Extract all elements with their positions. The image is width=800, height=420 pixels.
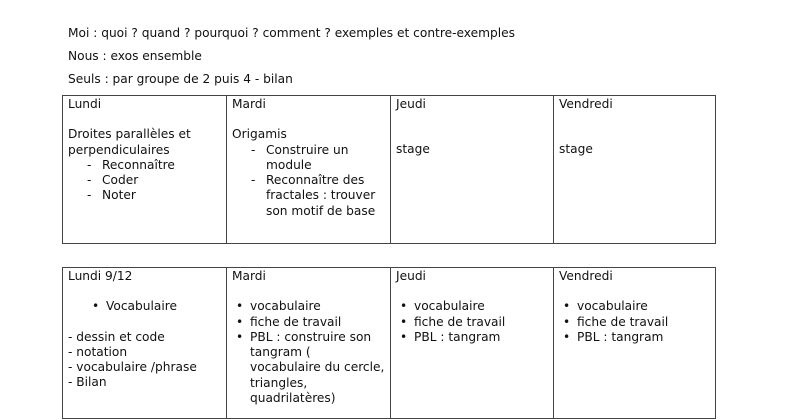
cell-vendredi-2 (554, 268, 716, 419)
list-item: - Construire un module (232, 143, 385, 174)
lundi-topic-line-2: perpendiculaires (68, 142, 170, 157)
schedule-table-week-1 (62, 95, 716, 244)
list-item: - Reconnaître des fractales : trouver son motif de base (232, 173, 385, 219)
list-item: - vocabulaire /phrase (68, 360, 197, 375)
vendredi-bullet-list (559, 299, 710, 345)
cell-lundi-9-12 (63, 268, 227, 419)
list-item: - notation (68, 344, 128, 359)
list-item: - dessin et code (68, 329, 165, 344)
list-item: • PBL : tangram (396, 330, 548, 345)
list-item: • Vocabulaire (68, 299, 221, 314)
list-item: • fiche de travail (232, 315, 385, 330)
list-item: • fiche de travail (559, 315, 710, 330)
day-header-vendredi: Vendredi (559, 97, 613, 111)
intro-line-nous: Nous : exos ensemble (68, 49, 202, 63)
mardi-task-list (232, 143, 385, 219)
intro-line-seuls: Seuls : par groupe de 2 puis 4 - bilan (68, 72, 293, 86)
lundi-dash-list (68, 330, 221, 391)
day-header-mardi: Mardi (232, 97, 266, 111)
cell-lundi (63, 96, 227, 244)
cell-jeudi-2 (391, 268, 554, 419)
lundi-topic-line-1: Droites parallèles et (68, 127, 191, 142)
cell-mardi-2 (227, 268, 391, 419)
day-header-mardi-2: Mardi (232, 269, 266, 283)
list-item: • fiche de travail (396, 315, 548, 330)
cell-mardi (227, 96, 391, 244)
list-item: • vocabulaire (559, 299, 710, 314)
list-item: • PBL : tangram (559, 330, 710, 345)
list-item: - Bilan (68, 375, 107, 390)
lundi-bullet-list (68, 299, 221, 314)
cell-jeudi (391, 96, 554, 244)
list-item: - Reconnaître (68, 158, 221, 173)
list-item: • PBL : construire son tangram ( vocabulaire du cercle, triangles, quadrilatères) (232, 330, 385, 406)
vendredi-activity: stage (559, 142, 593, 157)
lundi-task-list (68, 158, 221, 204)
jeudi-bullet-list (396, 299, 548, 345)
list-item: - Coder (68, 173, 221, 188)
day-header-lundi-9-12: Lundi 9/12 (68, 269, 133, 283)
list-item: • vocabulaire (232, 299, 385, 314)
day-header-lundi: Lundi (68, 97, 102, 111)
intro-line-moi: Moi : quoi ? quand ? pourquoi ? comment ? exemples et contre-exemples (68, 26, 515, 40)
schedule-table-week-2 (62, 267, 716, 419)
mardi-bullet-list (232, 299, 385, 406)
mardi-topic: Origamis (232, 127, 287, 142)
day-header-vendredi-2: Vendredi (559, 269, 613, 283)
cell-vendredi (554, 96, 716, 244)
jeudi-activity: stage (396, 142, 430, 157)
list-item: - Noter (68, 188, 221, 203)
day-header-jeudi: Jeudi (396, 97, 426, 111)
day-header-jeudi-2: Jeudi (396, 269, 426, 283)
list-item: • vocabulaire (396, 299, 548, 314)
